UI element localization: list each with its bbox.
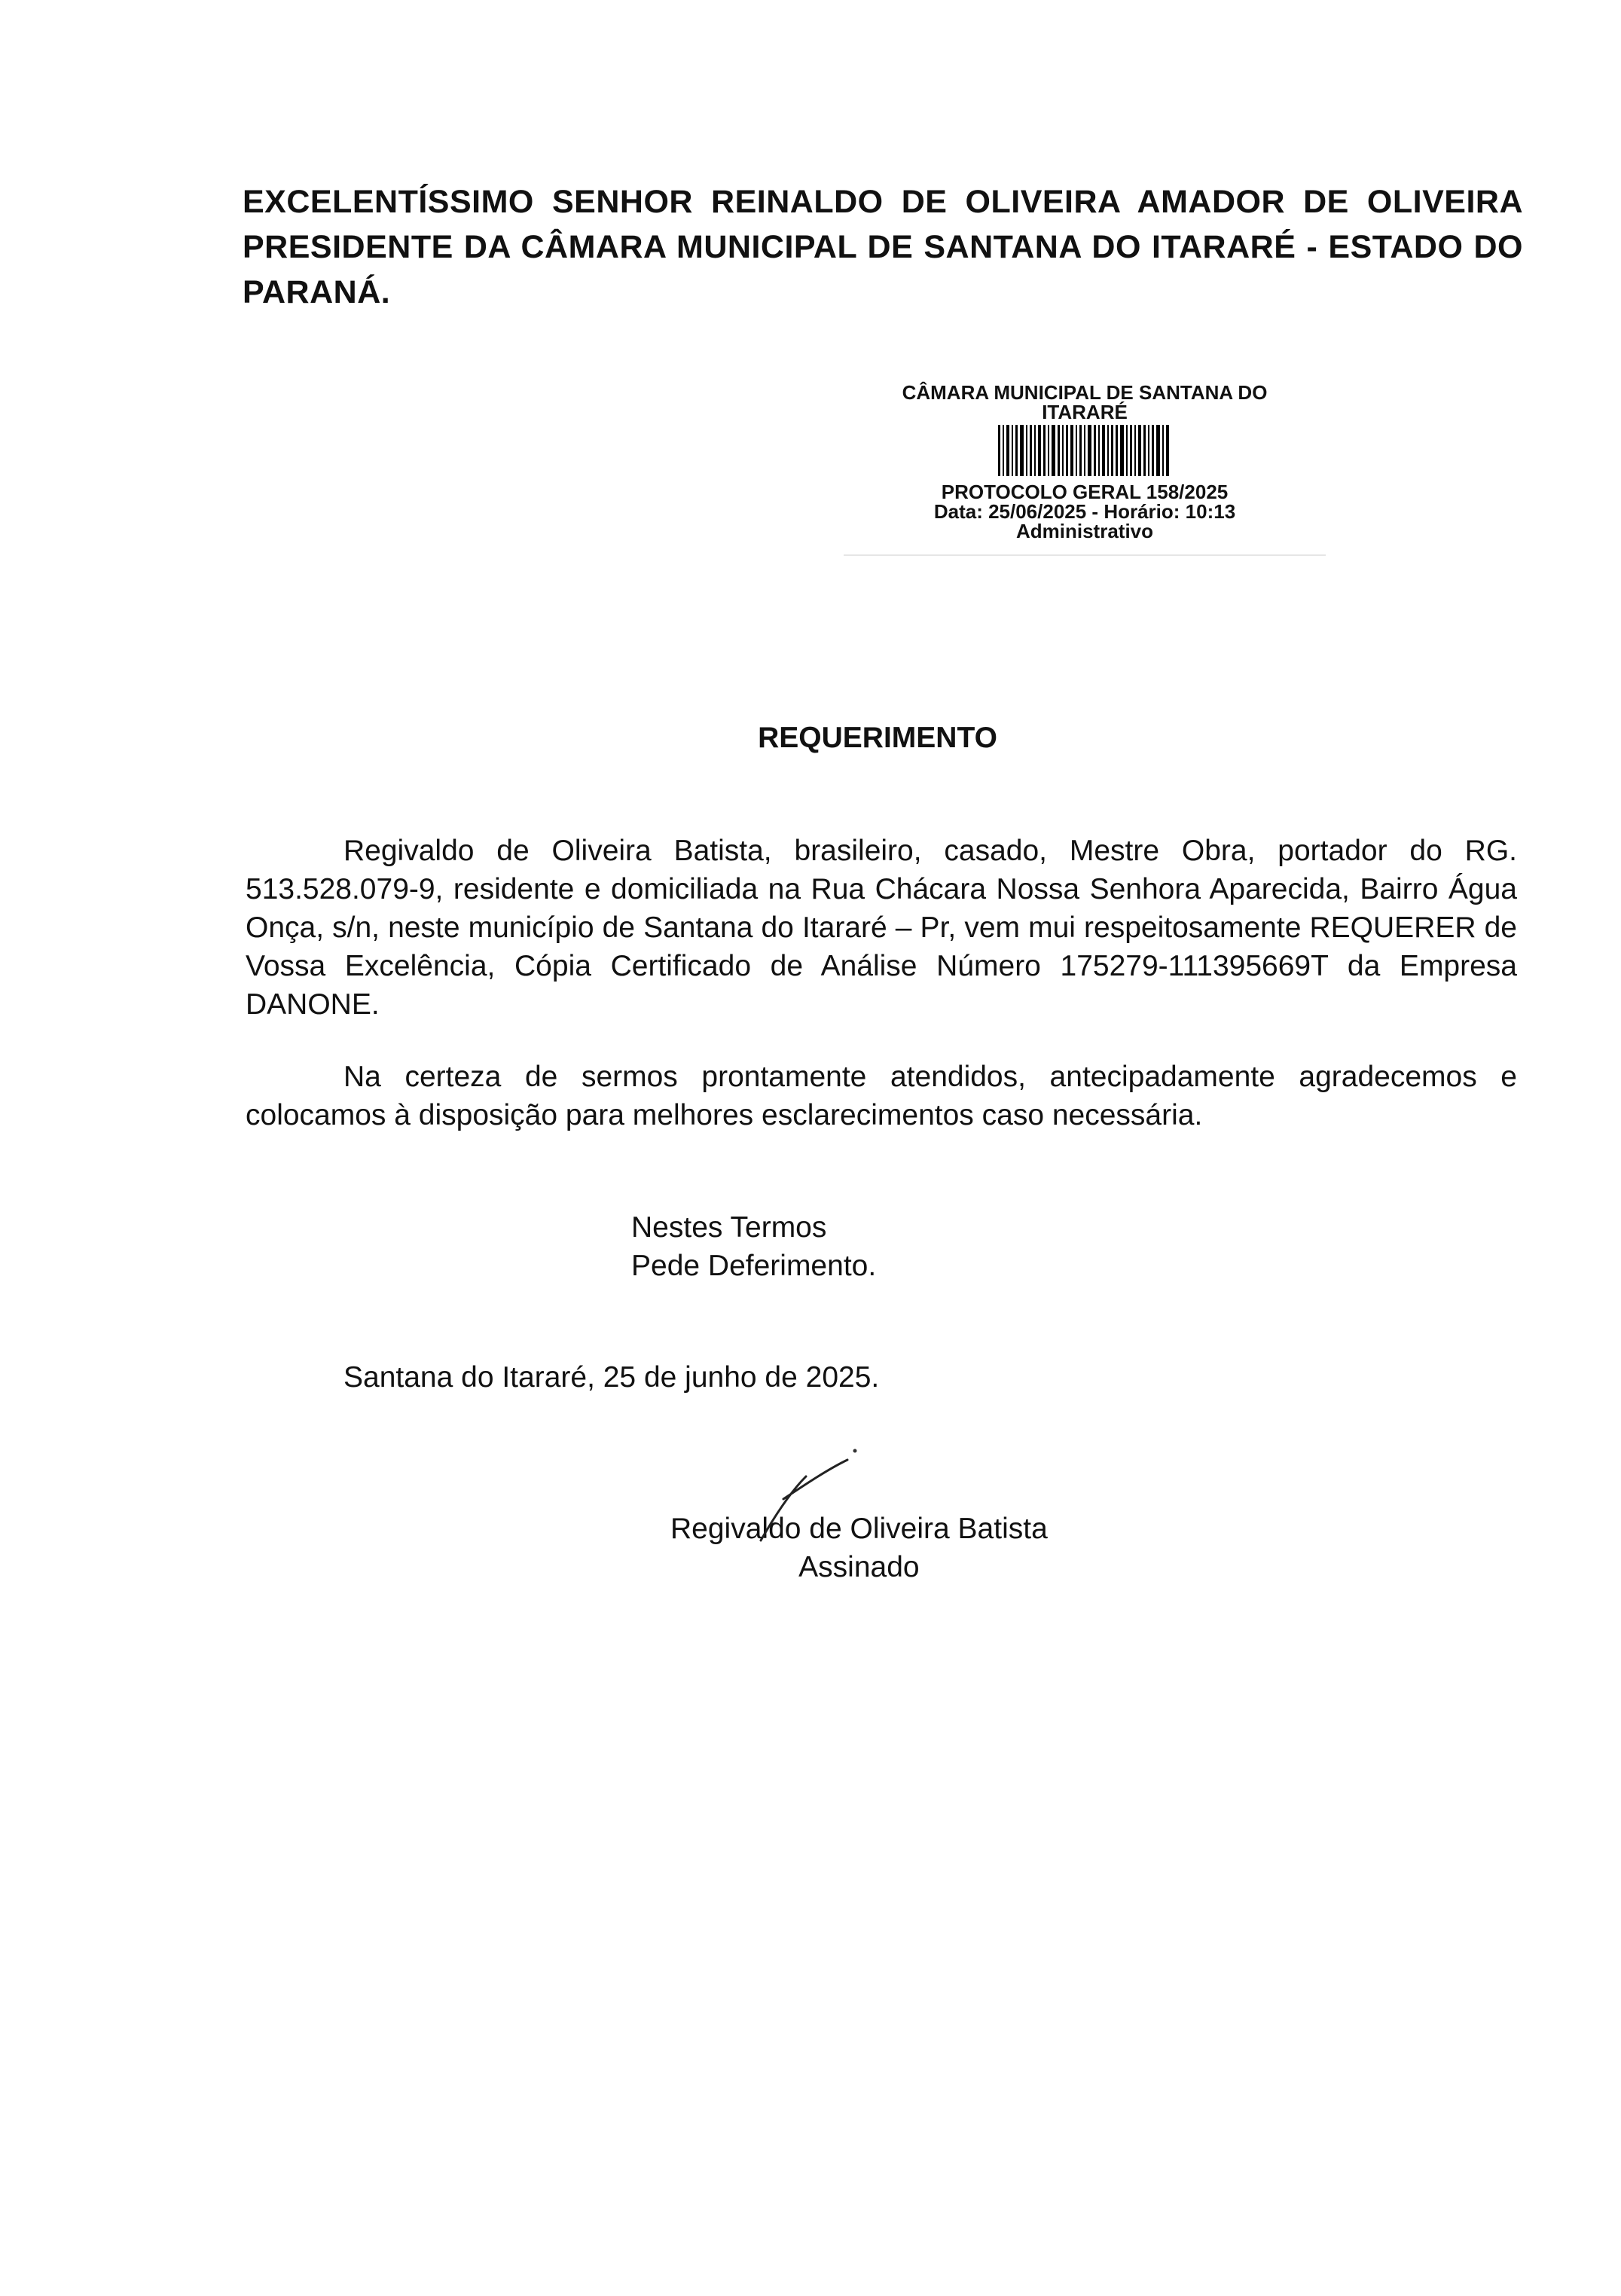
barcode-bar bbox=[1162, 425, 1164, 476]
stamp-datetime: Data: 25/06/2025 - Horário: 10:13 bbox=[933, 500, 1236, 523]
barcode-bar bbox=[1102, 425, 1105, 476]
barcode-bar bbox=[1012, 425, 1013, 476]
barcode-bar bbox=[1030, 425, 1032, 476]
closing-line-2: Pede Deferimento. bbox=[631, 1250, 877, 1282]
barcode-bar bbox=[1126, 425, 1128, 476]
barcode-bar bbox=[1107, 425, 1109, 476]
barcode-bar bbox=[1066, 425, 1068, 476]
stamp-divider bbox=[844, 554, 1326, 556]
barcode-bar bbox=[1134, 425, 1136, 476]
barcode-bar bbox=[1166, 425, 1169, 476]
handwritten-signature bbox=[753, 1446, 874, 1544]
signature-status: Assinado bbox=[798, 1551, 920, 1583]
addressee-header: EXCELENTÍSSIMO SENHOR REINALDO DE OLIVEIRA AMADOR DE OLIVEIRA PRESIDENTE DA CÂMARA MUNICIPAL DE SANTANA DO ITARARÉ - ESTADO DO PARANÁ. bbox=[243, 184, 1523, 310]
closing-line-1: Nestes Termos bbox=[631, 1211, 827, 1244]
barcode-bar bbox=[1084, 425, 1085, 476]
barcode bbox=[844, 425, 1326, 476]
barcode-bar bbox=[1156, 425, 1160, 476]
stamp-protocol: PROTOCOLO GERAL 158/2025 bbox=[941, 481, 1229, 503]
barcode-bar bbox=[1098, 425, 1100, 476]
barcode-bar bbox=[1058, 425, 1060, 476]
barcode-bar bbox=[1020, 425, 1024, 476]
barcode-bar bbox=[1138, 425, 1141, 476]
signer-name: Regivaldo de Oliveira Batista bbox=[670, 1513, 1048, 1545]
body-paragraph-2: Na certeza de sermos prontamente atendidos, antecipadamente agradecemos e colocamos à disposição para melhores esclarecimentos caso necessária. bbox=[246, 1061, 1517, 1131]
barcode-bar bbox=[1130, 425, 1132, 476]
barcode-bar bbox=[1148, 425, 1149, 476]
barcode-bar bbox=[1052, 425, 1055, 476]
barcode-bar bbox=[1076, 425, 1077, 476]
place-date: Santana do Itararé, 25 de junho de 2025. bbox=[343, 1361, 880, 1394]
barcode-bar bbox=[1152, 425, 1154, 476]
barcode-bar bbox=[1034, 425, 1036, 476]
barcode-bar bbox=[1143, 425, 1146, 476]
protocol-stamp bbox=[844, 383, 1326, 556]
barcode-bar bbox=[1120, 425, 1124, 476]
barcode-bar bbox=[1062, 425, 1064, 476]
stamp-institution: CÂMARA MUNICIPAL DE SANTANA DO ITARARÉ bbox=[902, 381, 1268, 423]
barcode-bar bbox=[1088, 425, 1091, 476]
document-title: REQUERIMENTO bbox=[758, 722, 997, 754]
barcode-bar bbox=[1006, 425, 1009, 476]
barcode-bar bbox=[1111, 425, 1113, 476]
barcode-bar bbox=[1070, 425, 1073, 476]
barcode-bar bbox=[1003, 425, 1004, 476]
barcode-bar bbox=[1043, 425, 1046, 476]
barcode-bar bbox=[1094, 425, 1096, 476]
body-paragraph-1: Regivaldo de Oliveira Batista, brasileiro, casado, Mestre Obra, portador do RG. 513.528.079-9, residente e domiciliada na Rua Chácara Nossa Senhora Aparecida, Bairro Água Onça, s/n, neste município de Santana do Itararé – Pr, vem mui respeitosamente REQUERER de Vossa Excelência, Cópia Certificado de Análise Número 175279-111395669T da Empresa DANONE. bbox=[246, 835, 1517, 1021]
barcode-bar bbox=[998, 425, 1000, 476]
stamp-department: Administrativo bbox=[1015, 520, 1154, 542]
barcode-bar bbox=[1026, 425, 1027, 476]
barcode-bar bbox=[1079, 425, 1082, 476]
closing bbox=[631, 1208, 876, 1285]
barcode-bar bbox=[1048, 425, 1049, 476]
barcode-bar bbox=[1038, 425, 1041, 476]
barcode-bar bbox=[1015, 425, 1018, 476]
barcode-bar bbox=[1116, 425, 1118, 476]
